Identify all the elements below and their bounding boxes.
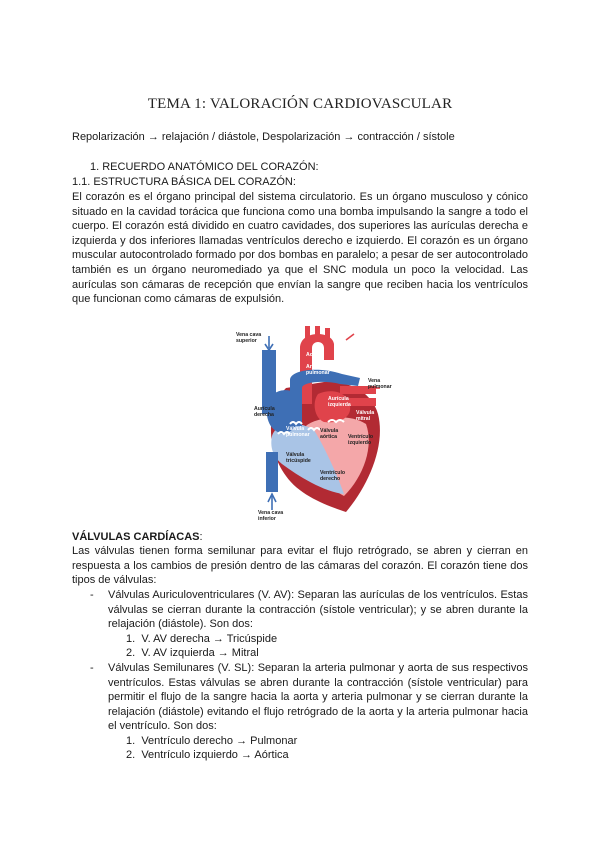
section-heading: 1. RECUERDO ANATÓMICO DEL CORAZÓN: bbox=[90, 161, 319, 173]
list-number: 1. bbox=[126, 633, 136, 645]
list-item bbox=[126, 748, 289, 763]
heart-diagram bbox=[228, 326, 392, 524]
label-valvula-tricuspide: Válvula bbox=[286, 452, 305, 458]
intro-line: Repolarización → relajación / diástole, Despolarización → contracción / sístole bbox=[72, 131, 455, 143]
label-arteria-pulmonar: Arteria bbox=[306, 364, 323, 370]
list-text: Ventrículo izquierdo → Aórtica bbox=[141, 749, 289, 761]
label-valvula-pulmonar: Válvula bbox=[286, 426, 305, 432]
arrow-red bbox=[346, 334, 354, 340]
label-arteria-pulmonar-2: pulmonar bbox=[306, 370, 330, 376]
valvulas-heading: VÁLVULAS CARDÍACAS bbox=[72, 531, 200, 543]
list-number: 2. bbox=[126, 647, 136, 659]
subsection-heading: 1.1. ESTRUCTURA BÁSICA DEL CORAZÓN: bbox=[72, 176, 296, 188]
label-ventriculo-derecho: Ventrículo bbox=[320, 470, 346, 476]
inferior-vena-cava bbox=[266, 452, 278, 492]
sl-description: Válvulas Semilunares (V. SL): Separan la arteria pulmonar y aorta de sus respectivos ventrículos. Estas válvulas se abren durante la contracción (sístole ventricular) para permitir el flujo de la sangre hacia la aorta y arteria pulmonar y se cierran durante la relajación (diástole) evitando el flujo retrógrado de la aorta y la arteria pulmonar hacia el ventrículo. Son dos: bbox=[108, 662, 528, 733]
label-aorta: Aorta bbox=[306, 352, 320, 358]
label-valvula-pulmonar-2: pulmonar bbox=[286, 432, 310, 438]
list-text: V. AV derecha → Tricúspide bbox=[141, 633, 278, 645]
label-vena-cava-inferior-2: inferior bbox=[258, 516, 276, 522]
list-dash: - bbox=[90, 589, 94, 601]
label-valvula-aortica: Válvula bbox=[320, 428, 339, 434]
aorta-branch bbox=[325, 328, 330, 340]
list-item bbox=[126, 646, 259, 661]
valvulas-intro: Las válvulas tienen forma semilunar para evitar el flujo retrógrado, se abren y cierran en respuesta a los cambios de presión dentro de las cámaras del corazón. El corazón tiene dos tipos de válvulas: bbox=[72, 545, 528, 587]
list-number: 1. bbox=[126, 735, 136, 747]
page-title: TEMA 1: VALORACIÓN CARDIOVASCULAR bbox=[147, 96, 453, 112]
label-auricula-derecha: Aurícula bbox=[254, 406, 275, 412]
label-vena-cava-superior: Vena cava bbox=[236, 332, 262, 338]
list-text: V. AV izquierda → Mitral bbox=[141, 647, 259, 659]
label-vena-cava-superior-2: superior bbox=[236, 338, 257, 344]
label-valvula-mitral-2: mitral bbox=[356, 416, 371, 422]
av-description: Válvulas Auriculoventriculares (V. AV): Separan las aurículas de los ventrículos. Estas válvulas se cierran durante la contracción (sístole ventricular); y se abren durante la relajación (diástole). Son dos: bbox=[108, 589, 528, 631]
valvulas-heading-row bbox=[72, 530, 203, 545]
label-auricula-izquierda-2: izquierda bbox=[328, 402, 351, 408]
label-valvula-tricuspide-2: tricúspide bbox=[286, 458, 311, 464]
valvulas-heading-colon: : bbox=[199, 531, 203, 543]
section-paragraph: El corazón es el órgano principal del sistema circulatorio. Es un órgano musculoso y cónico situado en la cavidad torácica que funciona como una bomba impulsando la sangre a todo el cuerpo. El corazón está dividido en cuatro cavidades, dos superiores las aurículas derecha e izquierda y dos inferiores llamadas ventrículos derecho e izquierdo. El corazón es un órgano muscular autocontrolado formado por dos bombas en paralelo; a pesar de ser autocontrolado también es un órgano neuromediado ya que el SNC modula un poco la velocidad. Las aurículas son cámaras de recepción que envían la sangre que reciben hacia los ventrículos que funcionan como cámaras de expulsión. bbox=[72, 191, 528, 306]
label-vena-pulmonar: Vena bbox=[368, 378, 381, 384]
list-dash: - bbox=[90, 662, 94, 674]
label-valvula-aortica-2: aórtica bbox=[320, 434, 338, 440]
label-auricula-izquierda: Aurícula bbox=[328, 396, 349, 402]
list-number: 2. bbox=[126, 749, 136, 761]
superior-vena-cava bbox=[262, 350, 276, 414]
label-ventriculo-derecho-2: derecho bbox=[320, 476, 341, 482]
label-auricula-derecha-2: derecha bbox=[254, 412, 274, 418]
list-item bbox=[126, 632, 277, 647]
aorta-branch bbox=[305, 326, 310, 338]
label-ventriculo-izquierdo-2: izquierdo bbox=[348, 440, 372, 446]
label-valvula-mitral: Válvula bbox=[356, 410, 375, 416]
list-item bbox=[126, 734, 297, 749]
label-vena-cava-inferior: Vena cava bbox=[258, 510, 284, 516]
label-vena-pulmonar-2: pulmonar bbox=[368, 384, 392, 390]
list-text: Ventrículo derecho → Pulmonar bbox=[141, 735, 298, 747]
aorta-branch bbox=[315, 326, 320, 336]
label-ventriculo-izquierdo: Ventrículo bbox=[348, 434, 374, 440]
